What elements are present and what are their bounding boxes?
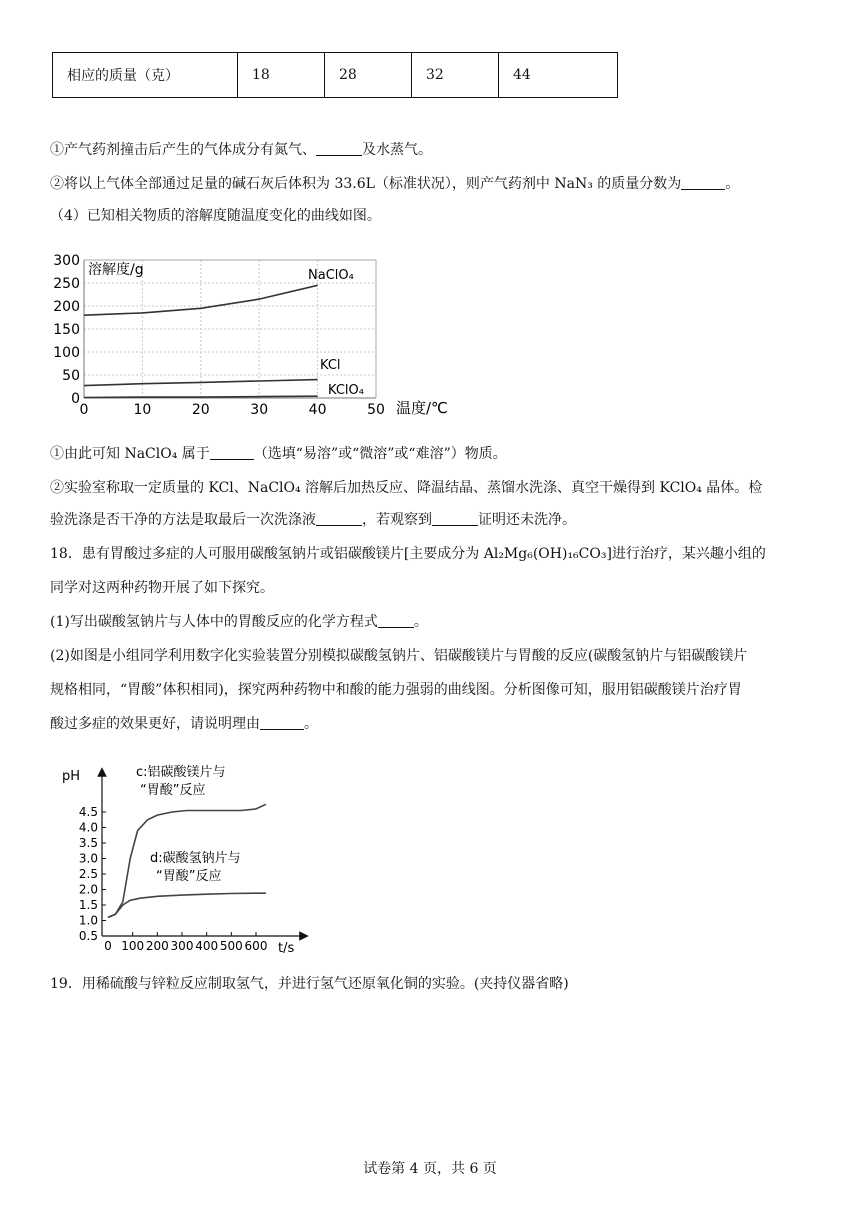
series-line-2	[84, 396, 318, 397]
y-tick-label: 2.5	[78, 867, 98, 881]
q17-part4: （4）已知相关物质的溶解度随温度变化的曲线如图。	[50, 208, 381, 224]
y-tick-label: 3.0	[78, 851, 98, 866]
table-cell: 44	[499, 53, 618, 98]
q17-part4-1: ①由此可知 NaClO₄ 属于 （选填“易溶”或“微溶”或“难溶”）物质。	[50, 446, 507, 462]
x-tick-label: 500	[219, 939, 243, 953]
y-tick-label: 300	[53, 253, 80, 269]
x-axis-label: t/s	[278, 941, 295, 956]
series-label-naclo4: NaClO₄	[308, 268, 354, 283]
x-tick-label: 200	[145, 939, 169, 953]
answer-blank[interactable]	[378, 613, 414, 628]
series-label-c-line2: “胃酸”反应	[140, 783, 206, 798]
x-tick-label: 20	[191, 402, 210, 418]
q17-part3-2: ②将以上气体全部通过足量的碱石灰后体积为 33.6L（标准状况），则产气药剂中 NaN₃ 的质量分数为 。	[50, 176, 740, 192]
series-label-d-line1: d:碳酸氢钠片与	[150, 851, 241, 866]
answer-blank[interactable]	[316, 141, 362, 156]
y-axis-label: pH	[62, 769, 81, 784]
y-tick-label: 200	[53, 299, 80, 315]
y-tick-label: 3.5	[78, 836, 98, 850]
x-tick-label: 40	[308, 402, 327, 418]
x-tick-label: 100	[121, 939, 145, 953]
q17-part4-2b: 验洗涤是否干净的方法是取最后一次洗涤液 ，若观察到 证明还未洗净。	[50, 512, 576, 528]
y-tick-label: 0	[71, 391, 80, 407]
series-label-kclo4: KClO₄	[328, 383, 364, 398]
y-tick-label: 50	[62, 368, 80, 384]
y-tick-label: 100	[53, 345, 80, 361]
answer-blank[interactable]	[210, 445, 254, 460]
answer-blank[interactable]	[681, 175, 725, 190]
series-label-kcl: KCl	[320, 358, 341, 373]
y-tick-label: 250	[53, 276, 80, 292]
x-tick-label: 0	[79, 402, 89, 418]
table-cell: 28	[325, 53, 412, 98]
y-tick-label: 0.5	[78, 929, 98, 943]
q17-part3-1: ①产气药剂撞击后产生的气体成分有氮气、 及水蒸气。	[50, 142, 432, 158]
q18-sub2b: 规格相同，“胃酸”体积相同)，探究两种药物中和酸的能力强弱的曲线图。分析图像可知，服用铝碳酸镁片治疗胃	[50, 682, 742, 698]
y-tick-label: 4.5	[78, 805, 98, 819]
answer-blank[interactable]	[432, 511, 478, 526]
x-tick-label: 10	[133, 402, 152, 418]
x-tick-label: 30	[250, 402, 269, 418]
y-tick-label: 2.0	[78, 882, 98, 897]
q19-line1: 19．用稀硫酸与锌粒反应制取氢气，并进行氢气还原氧化铜的实验。(夹持仪器省略)	[50, 976, 569, 992]
x-tick-label: 50	[367, 402, 385, 418]
q18-line2: 同学对这两种药物开展了如下探究。	[50, 580, 274, 596]
q18-line1: 18．患有胃酸过多症的人可服用碳酸氢钠片或铝碳酸镁片[主要成分为 Al₂Mg₆(OH)₁₆CO₃]进行治疗，某兴趣小组的	[50, 546, 766, 562]
y-tick-label: 150	[53, 322, 80, 338]
series-line-1	[108, 893, 266, 917]
mass-table	[52, 52, 618, 98]
series-label-d-line2: “胃酸”反应	[156, 869, 222, 884]
q17-part4-2a: ②实验室称取一定质量的 KCl、NaClO₄ 溶解后加热反应、降温结晶、蒸馏水洗涤、真空干燥得到 KClO₄ 晶体。检	[50, 480, 763, 496]
table-cell: 18	[238, 53, 325, 98]
page-footer: 试卷第 4 页，共 6 页	[363, 1161, 497, 1177]
q18-sub2c: 酸过多症的效果更好，请说明理由 。	[50, 716, 318, 732]
table-cell: 32	[412, 53, 499, 98]
x-tick-label: 300	[170, 939, 194, 953]
x-tick-label: 0	[104, 939, 112, 953]
table-row	[53, 53, 618, 98]
y-tick-label: 1.5	[78, 898, 98, 912]
x-tick-label: 600	[244, 939, 268, 953]
answer-blank[interactable]	[316, 511, 362, 526]
x-tick-label: 400	[195, 939, 219, 953]
series-label-c-line1: c:铝碳酸镁片与	[136, 765, 226, 780]
q18-sub1: (1)写出碳酸氢钠片与人体中的胃酸反应的化学方程式 。	[50, 614, 428, 630]
table-row-label: 相应的质量（克）	[53, 53, 238, 98]
ph-chart	[56, 756, 316, 956]
y-axis-label: 溶解度/g	[88, 262, 144, 278]
answer-blank[interactable]	[260, 715, 304, 730]
x-axis-label: 温度/℃	[396, 399, 448, 417]
y-tick-label: 1.0	[78, 913, 98, 928]
y-tick-label: 4.0	[78, 820, 98, 835]
q18-sub2a: (2)如图是小组同学利用数字化实验装置分别模拟碳酸氢钠片、铝碳酸镁片与胃酸的反应(碳酸氢钠片与铝碳酸镁片	[50, 648, 748, 664]
solubility-chart	[40, 250, 460, 420]
